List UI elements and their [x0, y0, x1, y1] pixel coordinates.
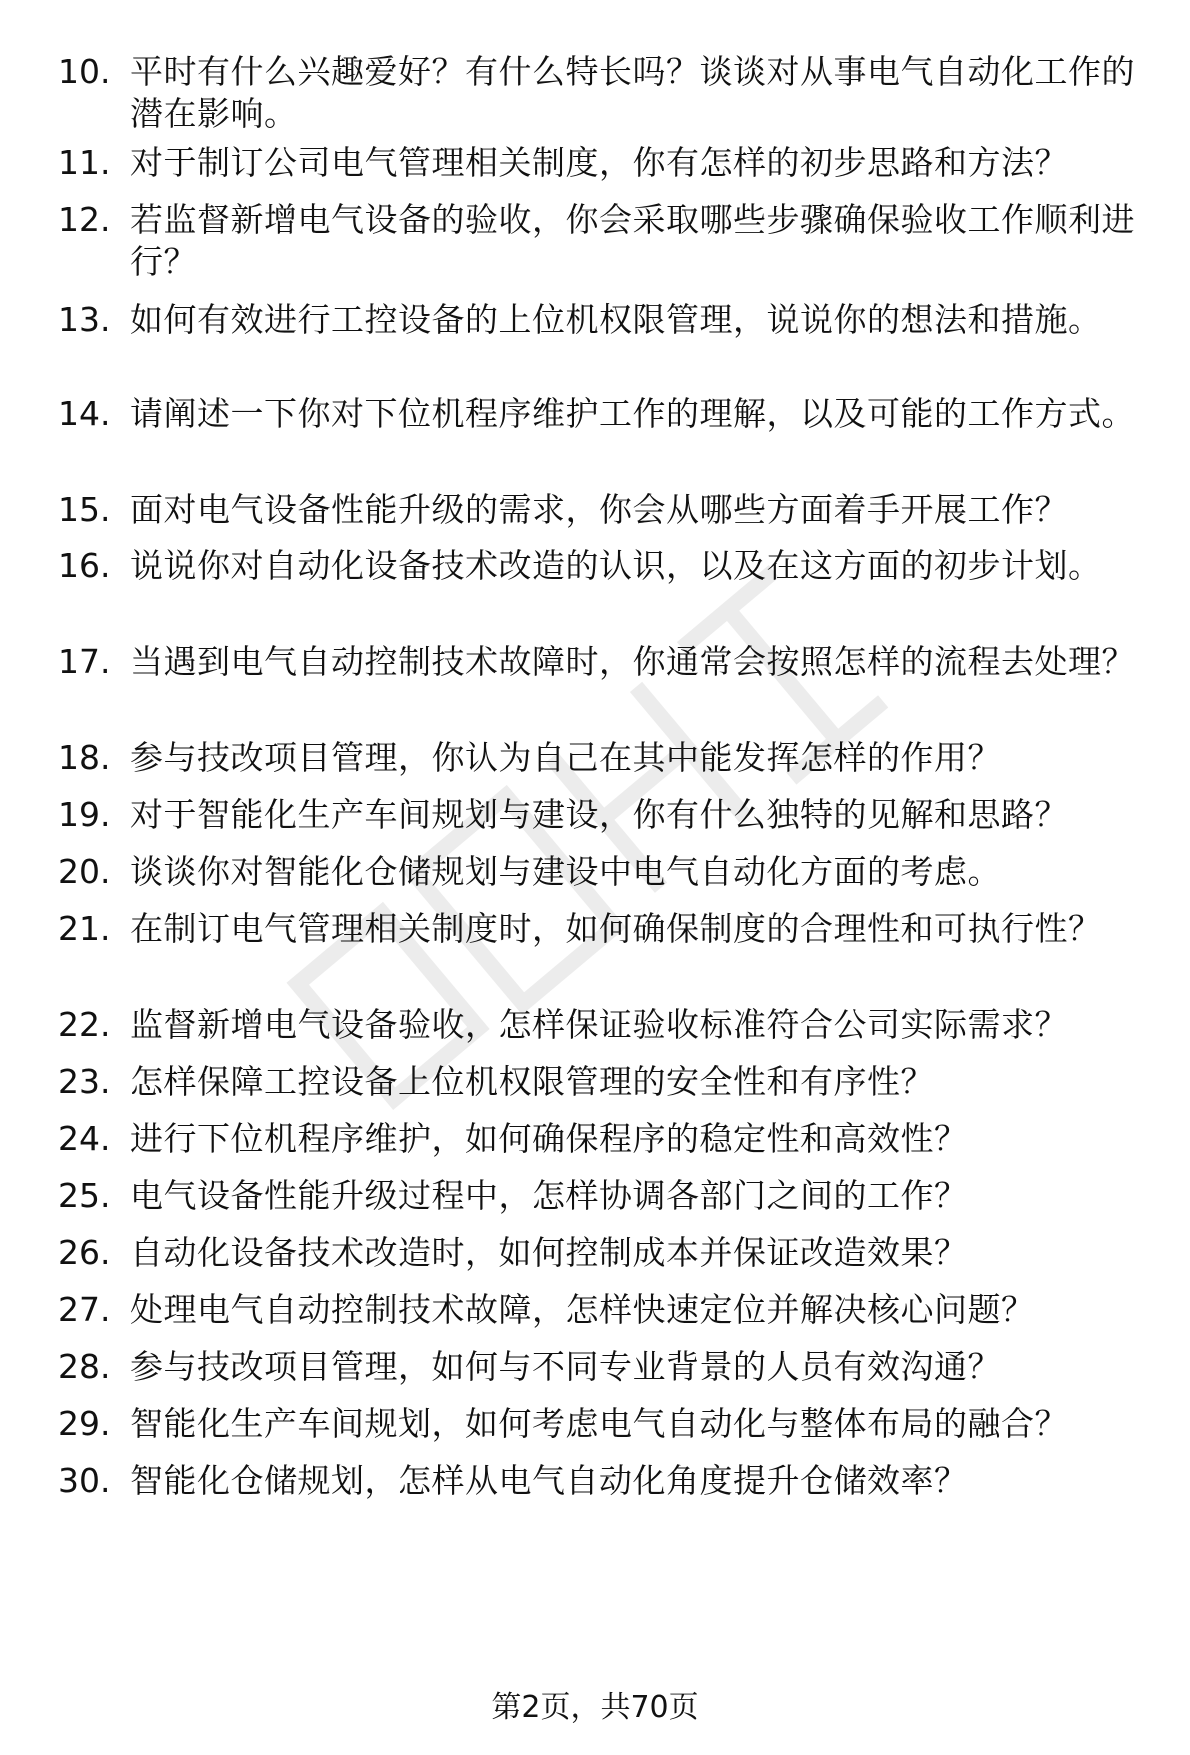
question-text: 电气设备性能升级过程中，怎样协调各部门之间的工作？	[130, 1176, 968, 1215]
question-number: 11.	[58, 143, 111, 182]
question-text: 说说你对自动化设备技术改造的认识，以及在这方面的初步计划。	[130, 546, 1102, 585]
question-number: 13.	[58, 300, 111, 339]
question-number: 18.	[58, 738, 111, 777]
question-text: 对于制订公司电气管理相关制度，你有怎样的初步思路和方法？	[130, 143, 1068, 182]
question-number: 29.	[58, 1404, 111, 1443]
question-text: 参与技改项目管理，你认为自己在其中能发挥怎样的作用？	[130, 738, 1001, 777]
question-text: 在制订电气管理相关制度时，如何确保制度的合理性和可执行性？	[130, 909, 1102, 948]
question-number: 15.	[58, 490, 111, 529]
question-number: 20.	[58, 852, 111, 891]
question-text: 监督新增电气设备验收，怎样保证验收标准符合公司实际需求？	[130, 1005, 1068, 1044]
question-number: 27.	[58, 1290, 111, 1329]
question-number: 30.	[58, 1461, 111, 1500]
question-text: 智能化生产车间规划，如何考虑电气自动化与整体布局的融合？	[130, 1404, 1068, 1443]
question-number: 21.	[58, 909, 111, 948]
question-text: 进行下位机程序维护，如何确保程序的稳定性和高效性？	[130, 1119, 968, 1158]
question-text: 当遇到电气自动控制技术故障时，你通常会按照怎样的流程去处理？	[130, 642, 1135, 681]
question-text: 若监督新增电气设备的验收，你会采取哪些步骤确保验收工作顺利进行？	[130, 200, 1135, 281]
question-number: 19.	[58, 795, 111, 834]
question-number: 17.	[58, 642, 111, 681]
page-number-footer: 第2页，共70页	[491, 1690, 699, 1725]
question-number: 10.	[58, 52, 111, 91]
question-number: 24.	[58, 1119, 111, 1158]
question-text: 参与技改项目管理，如何与不同专业背景的人员有效沟通？	[130, 1347, 1001, 1386]
question-number: 25.	[58, 1176, 111, 1215]
question-text: 对于智能化生产车间规划与建设，你有什么独特的见解和思路？	[130, 795, 1068, 834]
question-text: 自动化设备技术改造时，如何控制成本并保证改造效果？	[130, 1233, 968, 1272]
question-text: 智能化仓储规划，怎样从电气自动化角度提升仓储效率？	[130, 1461, 968, 1500]
question-number: 22.	[58, 1005, 111, 1044]
question-text: 如何有效进行工控设备的上位机权限管理，说说你的想法和措施。	[130, 300, 1102, 339]
question-text: 请阐述一下你对下位机程序维护工作的理解，以及可能的工作方式。	[130, 394, 1135, 433]
question-text: 面对电气设备性能升级的需求，你会从哪些方面着手开展工作？	[130, 490, 1068, 529]
question-number: 28.	[58, 1347, 111, 1386]
question-number: 23.	[58, 1062, 111, 1101]
question-number: 12.	[58, 200, 111, 239]
question-text: 平时有什么兴趣爱好？有什么特长吗？谈谈对从事电气自动化工作的潜在影响。	[130, 52, 1135, 133]
question-number: 14.	[58, 394, 111, 433]
question-text: 谈谈你对智能化仓储规划与建设中电气自动化方面的考虑。	[130, 852, 1001, 891]
question-text: 处理电气自动控制技术故障，怎样快速定位并解决核心问题？	[130, 1290, 1035, 1329]
question-number: 16.	[58, 546, 111, 585]
question-text: 怎样保障工控设备上位机权限管理的安全性和有序性？	[130, 1062, 934, 1101]
question-number: 26.	[58, 1233, 111, 1272]
